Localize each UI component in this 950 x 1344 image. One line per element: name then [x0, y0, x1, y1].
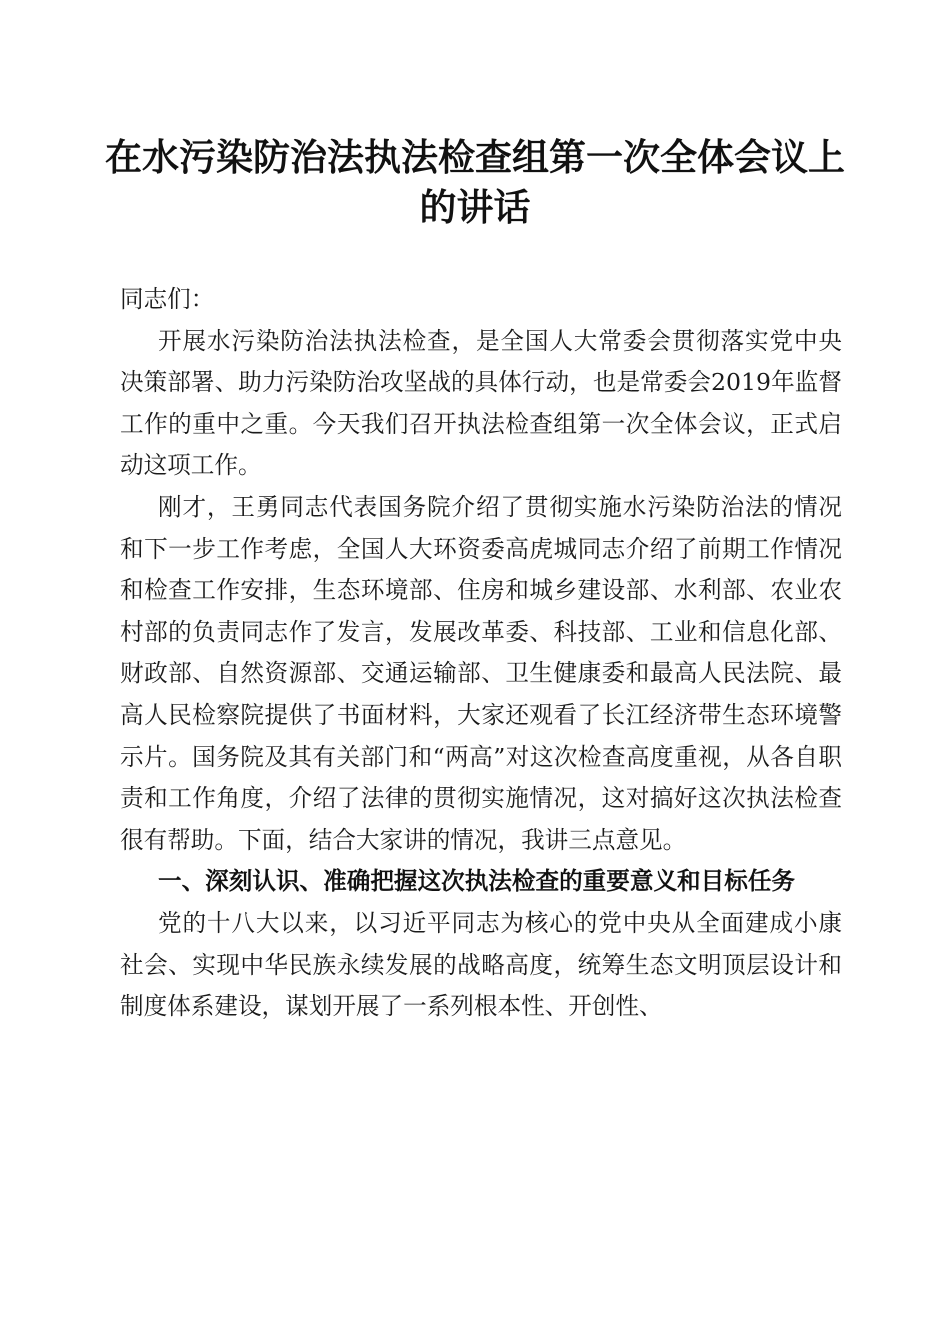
paragraph-overview: 刚才，王勇同志代表国务院介绍了贯彻实施水污染防治法的情况和下一步工作考虑，全国人大环资委高虎城同志介绍了前期工作情况和检查工作安排，生态环境部、住房和城乡建设部、水利部、农业农村部的负责同志作了发言，发展改革委、科技部、工业和信息化部、财政部、自然资源部、交通运输部、卫生健康委和最高人民法院、最高人民检察院提供了书面材料，大家还观看了长江经济带生态环境警示片。国务院及其有关部门和“两高”对这次检查高度重视，从各自职责和工作角度，介绍了法律的贯彻实施情况，这对搞好这次执法检查很有帮助。下面，结合大家讲的情况，我讲三点意见。	[120, 492, 842, 854]
salutation: 同志们：	[120, 285, 215, 313]
paragraph-intro: 开展水污染防治法执法检查，是全国人大常委会贯彻落实党中央决策部署、助力污染防治攻坚战的具体行动，也是常委会2019年监督工作的重中之重。今天我们召开执法检查组第一次全体会议，正式启动这项工作。	[120, 326, 842, 480]
document-body	[120, 279, 842, 1028]
section-paragraph: 党的十八大以来，以习近平同志为核心的党中央从全面建成小康社会、实现中华民族永续发展的战略高度，统筹生态文明顶层设计和制度体系建设，谋划开展了一系列根本性、开创性、	[120, 908, 842, 1021]
document-title: 在水污染防治法执法检查组第一次全体会议上的讲话	[105, 135, 845, 229]
section-heading: 一、深刻认识、准确把握这次执法检查的重要意义和目标任务	[158, 867, 796, 896]
